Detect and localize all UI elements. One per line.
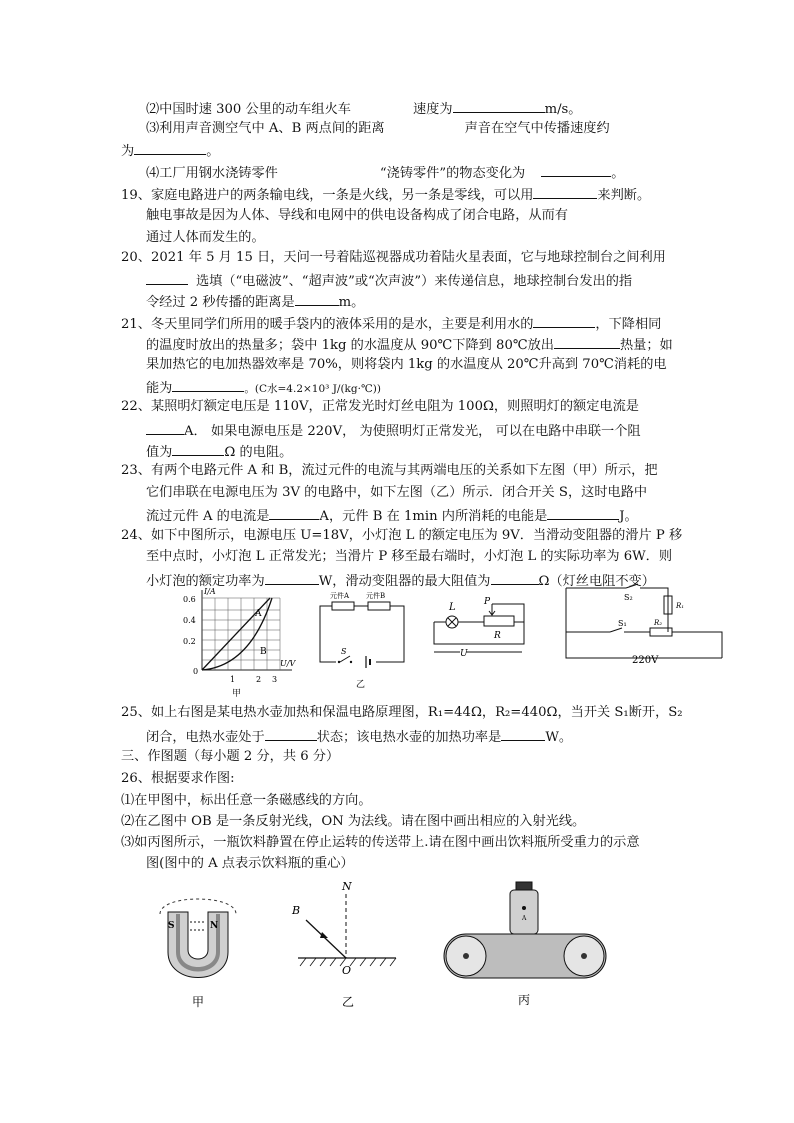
q18-line3-cont: 为 。	[121, 140, 219, 161]
center-of-gravity	[522, 906, 526, 910]
slider-label: P	[484, 597, 491, 607]
ray-b-label: B	[292, 904, 301, 917]
y-tick: 0.4	[183, 616, 196, 625]
element-b-label: 元件B	[366, 592, 386, 600]
fig-caption: 乙	[356, 680, 366, 690]
answer-blank[interactable]	[501, 726, 545, 741]
q23-line1: 23、有两个电路元件 A 和 B，流过元件的电流与其两端电压的关系如下左图（甲）所示，把	[121, 463, 658, 478]
y-tick: 0.2	[183, 637, 196, 646]
answer-blank[interactable]	[269, 505, 319, 520]
voltage-label: U	[460, 649, 468, 658]
q23-line3: 流过元件 A 的电流是 A，元件 B 在 1min 内所消耗的电能是 J。	[146, 505, 638, 526]
q25-line1: 25、如上右图是某电热水壶加热和保温电路原理图，R₁=44Ω，R₂=440Ω，当开关 S₁断开，S₂	[121, 705, 683, 720]
magnet-s-label: S	[168, 921, 175, 931]
q22-line3: 值为 Ω 的电阻。	[146, 441, 292, 462]
x-tick: 2	[256, 675, 262, 684]
point-o-label: O	[342, 964, 352, 977]
element-a-label: 元件A	[330, 592, 350, 600]
q22-line1: 22、某照明灯额定电压是 110V，正常发光时灯丝电阻为 100Ω，则照明灯的额定电流是	[121, 399, 639, 414]
curve-b-label: B	[260, 647, 267, 657]
reflection-figure	[284, 880, 404, 1014]
answer-blank[interactable]	[172, 377, 244, 392]
resistor-label: R	[494, 631, 501, 641]
answer-blank[interactable]	[491, 570, 539, 585]
q19-line1: 19、家庭电路进户的两条输电线，一条是火线，另一条是零线，可以用 来判断。	[121, 184, 650, 205]
curve-a-label: A	[255, 609, 262, 619]
q26-line1: ⑴在甲图中，标出任意一条磁感线的方向。	[121, 793, 372, 808]
q24-line2: 至中点时，小灯泡 L 正常发光；当滑片 P 移至最右端时，小灯泡 L 的实际功率为 6W．则	[146, 549, 673, 564]
x-axis-label: U/V	[280, 659, 296, 668]
x-tick: 3	[272, 675, 278, 684]
answer-blank[interactable]	[146, 420, 184, 435]
fig-caption: 甲	[232, 689, 242, 698]
section-title: 三、作图题（每小题 2 分，共 6 分）	[121, 749, 340, 764]
q19-line3: 通过人体而发生的。	[146, 230, 265, 245]
q22-line2: A． 如果电源电压是 220V， 为使照明灯正常发光， 可以在电路中串联一个阻	[146, 420, 641, 441]
q21-line1: 21、冬天里同学们所用的暖手袋内的液体采用的是水，主要是利用水的 ，下降相同	[121, 313, 661, 334]
fig-caption: 乙	[342, 995, 355, 1009]
q19-line2: 触电事故是因为人体、导线和电网中的供电设备构成了闭合电路，从而有	[146, 208, 568, 223]
iu-graph	[180, 586, 298, 698]
horseshoe-magnet-figure	[148, 882, 248, 1012]
lamp-rheostat-circuit	[426, 594, 534, 658]
lamp-label: L	[449, 602, 456, 613]
answer-blank[interactable]	[265, 570, 319, 585]
q23-line2: 它们串联在电源电压为 3V 的电路中，如下左图（乙）所示．闭合开关 S，这时电路中	[146, 485, 648, 500]
switch-s1-label: S₁	[618, 619, 627, 628]
q26-line3: ⑶如丙图所示，一瓶饮料静置在停止运转的传送带上.请在图中画出饮料瓶所受重力的示意	[121, 835, 640, 850]
q20-line1: 20、2021 年 5 月 15 日，天问一号着陆巡视器成功着陆火星表面，它与地球控制台之间利用	[121, 250, 666, 265]
switch-s2-label: S₂	[624, 593, 633, 602]
kettle-circuit	[562, 582, 728, 664]
answer-blank[interactable]	[146, 270, 188, 285]
answer-blank[interactable]	[541, 162, 611, 177]
q20-line2: 选填（“电磁波”、“超声波”或“次声波”）来传递信息，地球控制台发出的指	[146, 270, 632, 291]
answer-blank[interactable]	[295, 291, 339, 306]
answer-blank[interactable]	[453, 98, 545, 113]
resistor-r2-label: R₂	[654, 619, 663, 627]
y-axis-label: I/A	[204, 587, 216, 596]
answer-blank[interactable]	[547, 505, 619, 520]
answer-blank[interactable]	[533, 184, 597, 199]
fig-caption: 甲	[192, 995, 205, 1009]
y-tick: 0	[193, 667, 199, 676]
q20-line3: 令经过 2 秒传播的距离是 m。	[146, 291, 364, 312]
q18-line4: ⑷工厂用钢水浇铸零件 “浇铸零件”的物态变化为 。	[146, 162, 624, 183]
q24-line1: 24、如下中图所示，电源电压 U=18V，小灯泡 L 的额定电压为 9V．当滑动变阻器的滑片 P 移	[121, 528, 683, 543]
series-circuit	[316, 588, 408, 692]
q26-line0: 26、根据要求作图:	[121, 771, 235, 786]
answer-blank[interactable]	[265, 726, 317, 741]
bottle-a-label: A	[522, 915, 527, 922]
q21-line4: 能为 。(C水=4.2×10³ J/(kg·℃))	[146, 377, 381, 398]
q25-line2: 闭合，电热水壶处于 状态；该电热水壶的加热功率是 W。	[146, 726, 572, 747]
q21-line2: 的温度时放出的热量多；袋中 1kg 的水温度从 90℃下降到 80℃放出 热量；如	[146, 334, 673, 355]
q18-line3: ⑶利用声音测空气中 A、B 两点间的距离 声音在空气中传播速度约	[146, 121, 610, 136]
conveyor-figure	[438, 876, 618, 1014]
answer-blank[interactable]	[554, 334, 620, 349]
q18-line2: ⑵中国时速 300 公里的动车组火车 速度为 m/s。	[146, 98, 581, 119]
answer-blank[interactable]	[533, 313, 595, 328]
q26-line4: 图(图中的 A 点表示饮料瓶的重心）	[146, 856, 354, 871]
y-tick: 0.6	[183, 595, 196, 604]
q21-line3: 果加热它的电加热器效率是 70%，则将袋内 1kg 的水温度从 20℃升高到 70℃消耗的电	[146, 357, 667, 372]
fig-caption: 丙	[518, 993, 531, 1007]
answer-blank[interactable]	[134, 140, 206, 155]
normal-label: N	[342, 880, 352, 893]
switch-label: S	[341, 647, 347, 656]
q24-line3: 小灯泡的额定功率为 W，滑动变阻器的最大阻值为 Ω（灯丝电阻不变）	[146, 570, 655, 591]
q26-line2: ⑵在乙图中 OB 是一条反射光线，ON 为法线。请在图中画出相应的入射光线。	[121, 814, 586, 829]
voltage-label: 220V	[632, 655, 659, 664]
resistor-r1-label: R₁	[676, 602, 685, 610]
x-tick: 1	[230, 675, 236, 684]
magnet-n-label: N	[210, 921, 219, 931]
answer-blank[interactable]	[172, 441, 224, 456]
